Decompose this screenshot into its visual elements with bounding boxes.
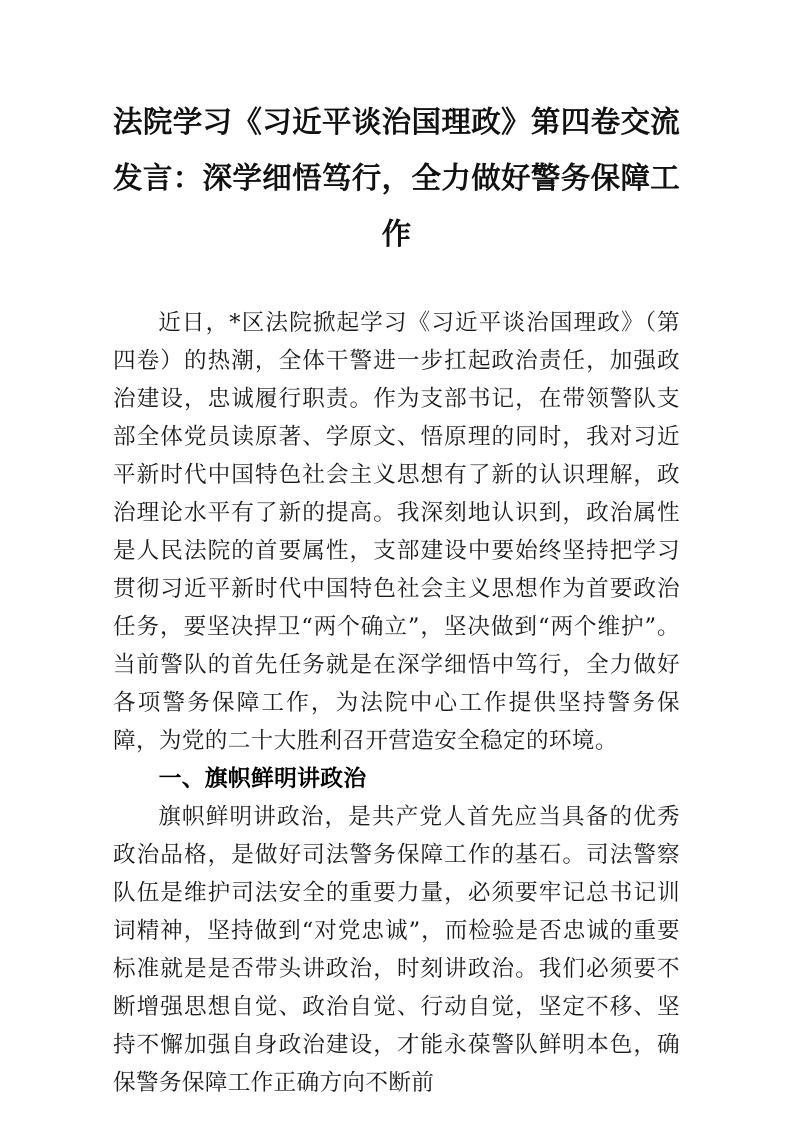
section-heading-1: 一、旗帜鲜明讲政治 [158, 766, 367, 792]
body-paragraph-1: 近日，*区法院掀起学习《习近平谈治国理政》（第四卷）的热潮，全体干警进一步扛起政治责任，加强政治建设，忠诚履行职责。作为支部书记，在带领警队支部全体党员读原著、学原文、悟原理的同时，我对习近平新时代中国特色社会主义思想有了新的认识理解，政治理论水平有了新的提高。我深刻地认识到，政治属性是人民法院的首要属性，支部建设中要始终坚持把学习贯彻习近平新时代中国特色社会主义思想作为首要政治任务，要坚决捍卫“两个确立”，坚决做到“两个维护”。当前警队的首先任务就是在深学细悟中笃行，全力做好各项警务保障工作，为法院中心工作提供坚持警务保障，为党的二十大胜利召开营造安全稳定的环境。 [113, 310, 680, 754]
document-title-line-2: 发言：深学细悟笃行，全力做好警务保障工 [113, 160, 680, 195]
body-paragraph-2: 旗帜鲜明讲政治，是共产党人首先应当具备的优秀政治品格，是做好司法警务保障工作的基石。司法警察队伍是维护司法安全的重要力量，必须要牢记总书记训词精神，坚持做到“对党忠诚”，而检验是否忠诚的重要标准就是是否带头讲政治，时刻讲政治。我们必须要不断增强思想自觉、政治自觉、行动自觉，坚定不移、坚持不懈加强自身政治建设，才能永葆警队鲜明本色，确保警务保障工作正确方向不断前 [113, 804, 680, 1096]
document-title-line-3: 作 [381, 216, 412, 251]
document-content-column [113, 0, 680, 1102]
document-body [113, 304, 680, 1102]
document-title [113, 0, 680, 262]
document-title-line-1: 法院学习《习近平谈治国理政》第四卷交流 [113, 104, 680, 139]
